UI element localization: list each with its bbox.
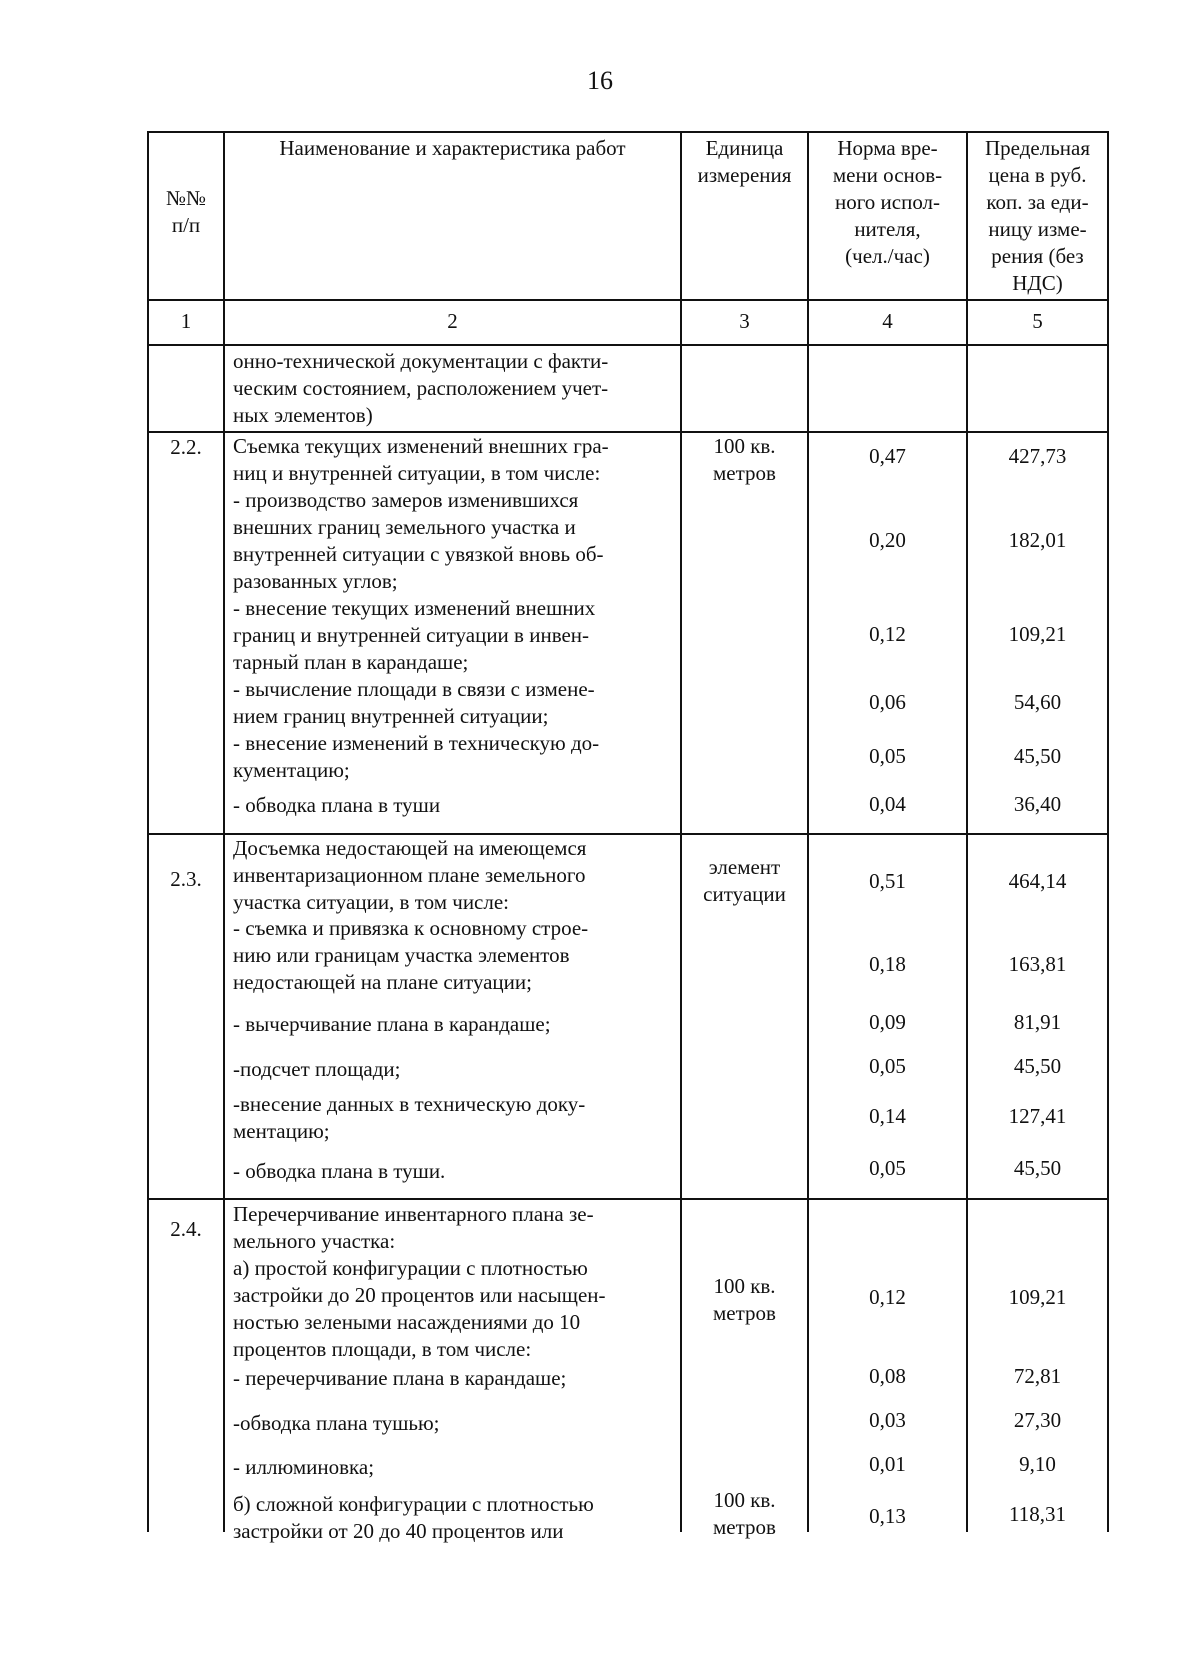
row-number: 2.3.: [170, 867, 202, 891]
unit-cell: 100 кв. метров: [713, 434, 776, 485]
work-description: - иллюминовка;: [233, 1455, 375, 1479]
work-description: - вычерчивание плана в карандаше;: [233, 1012, 551, 1036]
work-description: - обводка плана в туши: [233, 793, 441, 817]
unit-cell: 100 кв. метров: [713, 1274, 776, 1325]
price-value: 36,40: [1013, 792, 1062, 816]
norm-value: 0,12: [869, 1285, 906, 1309]
column-border: [223, 131, 225, 1532]
norm-value: 0,51: [869, 869, 906, 893]
norm-value: 0,20: [869, 528, 906, 552]
header-unit: Единица измерения: [697, 136, 792, 187]
price-value: 427,73: [1008, 444, 1067, 468]
price-value: 81,91: [1013, 1010, 1062, 1034]
work-description: - вычисление площади в связи с измене- нием границ внутренней ситуации;: [233, 677, 595, 728]
price-value: 182,01: [1008, 528, 1067, 552]
price-value: 109,21: [1008, 622, 1067, 646]
price-value: 118,31: [1009, 1502, 1066, 1526]
column-number: 3: [739, 309, 750, 333]
header-price: Предельная цена в руб. коп. за еди- ницу изме- рения (без НДС): [985, 136, 1090, 295]
column-border: [966, 131, 968, 1532]
column-number: 5: [1032, 309, 1043, 333]
work-description: - съемка и привязка к основному строе- нию или границам участка элементов недостающей на плане ситуации;: [233, 916, 589, 994]
norm-value: 0,08: [869, 1364, 906, 1388]
price-value: 45,50: [1013, 1156, 1062, 1180]
column-number: 4: [882, 309, 893, 333]
work-description: - внесение текущих изменений внешних границ и внутренней ситуации в инвен- тарный план в карандаше;: [233, 596, 596, 674]
work-description: - обводка плана в туши.: [233, 1159, 446, 1183]
norm-value: 0,03: [869, 1408, 906, 1432]
price-value: 109,21: [1008, 1285, 1067, 1309]
rates-table: [147, 131, 1109, 1543]
norm-value: 0,09: [869, 1010, 906, 1034]
header-num: №№ п/п: [165, 186, 207, 237]
work-description: - перечерчивание плана в карандаше;: [233, 1366, 567, 1390]
column-border: [147, 131, 149, 1532]
norm-value: 0,14: [869, 1104, 906, 1128]
page-number: 16: [587, 66, 613, 95]
work-description: Досъемка недостающей на имеющемся инвентаризационном плане земельного участка ситуации, в том числе:: [233, 836, 587, 914]
column-numbers-divider: [147, 344, 1109, 346]
header-norm: Норма вре- мени основ- ного испол- нителя, (чел./час): [832, 136, 943, 268]
price-value: 72,81: [1013, 1364, 1062, 1388]
price-value: 464,14: [1008, 869, 1067, 893]
continuation-text: онно-технической документации с факти- ческим состоянием, расположением учет- ных элементов): [233, 349, 609, 427]
norm-value: 0,06: [869, 690, 906, 714]
norm-value: 0,12: [869, 622, 906, 646]
work-description: -внесение данных в техническую доку- ментацию;: [233, 1092, 586, 1143]
price-value: 45,50: [1013, 1054, 1062, 1078]
column-number: 1: [180, 309, 192, 333]
unit-cell: элемент ситуации: [703, 855, 786, 906]
price-value: 127,41: [1008, 1104, 1067, 1128]
price-value: 45,50: [1013, 744, 1062, 768]
work-description: - производство замеров изменившихся внешних границ земельного участка и внутренней ситуации с увязкой вновь об- разованных углов;: [233, 488, 604, 593]
work-description: а) простой конфигурации с плотностью застройки до 20 процентов или насыщен- ностью зелеными насаждениями до 10 процентов площади, в том числе:: [233, 1256, 606, 1361]
header-name: Наименование и характеристика работ: [279, 136, 626, 160]
column-number: 2: [447, 309, 458, 333]
norm-value: 0,13: [869, 1504, 906, 1528]
work-description: Съемка текущих изменений внешних гра- ниц и внутренней ситуации, в том числе:: [233, 434, 609, 485]
work-description: б) сложной конфигурации с плотностью застройки от 20 до 40 процентов или: [233, 1492, 594, 1543]
norm-value: 0,04: [869, 792, 906, 816]
work-description: Перечерчивание инвентарного плана зе- мельного участка:: [233, 1202, 594, 1253]
price-value: 27,30: [1013, 1408, 1062, 1432]
norm-value: 0,18: [869, 952, 906, 976]
price-value: 163,81: [1008, 952, 1067, 976]
column-border: [807, 131, 809, 1532]
norm-value: 0,05: [869, 744, 906, 768]
row-divider: [147, 1198, 1109, 1200]
work-description: - внесение изменений в техническую до- кументацию;: [233, 731, 600, 782]
price-value: 9,10: [1019, 1452, 1056, 1476]
price-value: 54,60: [1013, 690, 1062, 714]
norm-value: 0,05: [869, 1156, 906, 1180]
row-number: 2.4.: [170, 1217, 202, 1241]
norm-value: 0,47: [869, 444, 906, 468]
unit-cell: 100 кв. метров: [713, 1488, 776, 1539]
column-border: [1107, 131, 1109, 1532]
header-divider: [147, 299, 1109, 301]
row-number: 2.2.: [170, 435, 202, 459]
table-border-top: [147, 131, 1109, 133]
work-description: -обводка плана тушью;: [233, 1411, 440, 1435]
norm-value: 0,05: [869, 1054, 906, 1078]
norm-value: 0,01: [869, 1452, 906, 1476]
work-description: -подсчет площади;: [233, 1057, 401, 1081]
